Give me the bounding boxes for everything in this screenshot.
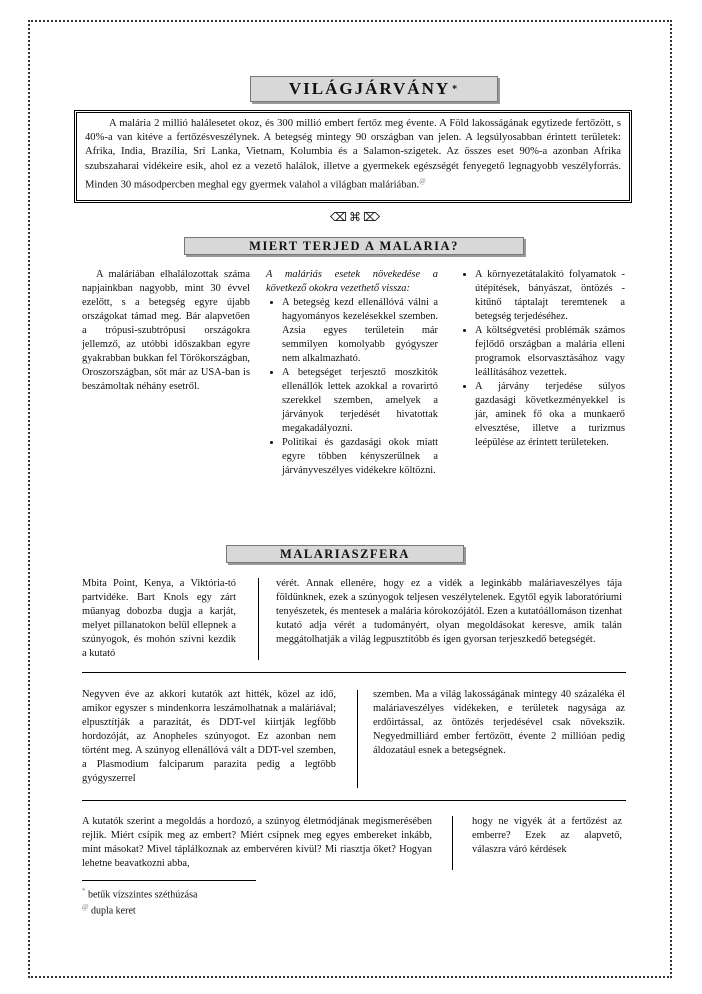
page-title: [250, 76, 498, 102]
block1-right-text: vérét. Annak ellenére, hogy ez a vidék a leginkább maláriaveszélyes tája földünknek, ezek a szúnyogok teljesen veszélytelenek. Egytől egyik laboratóriumi tenyészetek, és mentesek a malária kórokozójától. Ezen a kutatóállomáson tizenhat kutató adja vérét a tudományért, olyan megoldásokat keresve, amik talán meggátolhatják a világ legpusztítóbb és igen gyorsan terjeszkedő betegségét.: [276, 578, 622, 645]
column-divider: [258, 578, 259, 660]
reasons-list-continued: [455, 268, 625, 450]
horizontal-rule: [82, 672, 626, 673]
block3-right-column: [472, 815, 622, 857]
block2-left-text: Negyven éve az akkori kutatók azt hitték, közel az idő, amikor egyszer s mindenkorra leszámolhatnak a maláriával; elpusztítják a parazitát, és DDT-vel kiirtják legfőbb hordozóját, az Anopheles szúnyogot. Ez azonban nem történt meg. A szúnyog ellenállóvá vált a DDT-vel szemben, a Plasmodium falciparum parazita pedig a legtöbb gyógyszerrel: [82, 689, 336, 784]
block1-left-column: [82, 577, 236, 661]
title-text: VILÁGJÁRVÁNY: [288, 79, 451, 98]
block3-left-column: [82, 815, 432, 871]
block2-left-column: [82, 688, 336, 786]
section1-col2-intro: A maláriás esetek növekedése a következő okokra vezethető vissza:: [266, 269, 438, 294]
footnote-2: [82, 900, 136, 918]
title-footnote-mark: *: [452, 83, 460, 95]
block2-right-column: [373, 688, 625, 758]
section-heading-why: MIERT TERJED A MALARIA?: [184, 237, 524, 255]
list-item: • Politikai és gazdasági okok miatt egyre többen kényszerülnek a járványveszélyes vidékekre költözni.: [282, 436, 438, 478]
section1-column-3: [455, 268, 625, 450]
intro-footnote-mark: @: [419, 176, 426, 185]
intro-double-frame: [74, 110, 632, 203]
block3-left-text: A kutatók szerint a megoldás a hordozó, a szúnyog életmódjának megismerésében rejlik. Miért csípik meg az embert? Miért csípnek meg egyes embereket inkább, mint másokat? Mivel táplálkoznak az embervéren kívül? Mi riasztja őket? Hogyan lehetne beavatkozni abba,: [82, 816, 432, 869]
section-heading-malariasphere: MALARIASZFERA: [226, 545, 464, 563]
block1-right-column: [276, 577, 622, 647]
list-item: • A költségvetési problémák számos fejlődő országban a malária elleni programok elsorvasztásához vagy leállításához vezettek.: [475, 324, 625, 380]
horizontal-rule: [82, 800, 626, 801]
list-item: • A járvány terjedése súlyos gazdasági következményekkel is jár, aminek fő oka a munkaerő elvesztése, illetve a turizmus leépülése az érintett területeken.: [475, 380, 625, 450]
footnote-text: betűk vízszintes széthúzása: [88, 889, 198, 901]
list-item: • A betegséget terjesztő moszkitók ellenállók lettek azokkal a rovarirtó szerekkel szemben, amelyek a járványok terjedését hivatottak megakadályozni.: [282, 366, 438, 436]
list-item: • A környezetátalakító folyamatok - útépítések, bányászat, öntözés - kitűnő táptalajt teremtenek a betegség terjedéséhez.: [475, 268, 625, 324]
block3-right-text: hogy ne vigyék át a fertőzést az emberre? Ezek az alapvető, válaszra váró kérdések: [472, 816, 622, 855]
ornament-dingbats: ⌫⌘⌦: [330, 210, 382, 224]
intro-text: A malária 2 millió halálesetet okoz, és 300 millió embert fertőz meg évente. A Föld lakosságának egytizede fertőzött, s 40%-a van kitéve a fertőzésveszélynek. A betegség mintegy 90 országban van jelen. A legsúlyosabban érintett területek: Afrika, India, Brazília, Srí Lanka, Vietnam, Kolumbia és a Salamon-szigetek. Az összes eset 90%-a azonban Afrika szubszaharai vidékeire esik, ahol ez a vezető halálok, illetve a gyermekek egészségét fenyegető legnagyobb veszélyforrás. Minden 30 másodpercben meghal egy gyermek valahol a világban maláriában.: [85, 118, 621, 191]
section1-column-2: [266, 268, 438, 478]
column-divider: [452, 816, 453, 870]
section1-column-1: [82, 268, 250, 394]
footnote-mark: *: [82, 887, 86, 895]
footnote-text: dupla keret: [90, 905, 136, 917]
section1-col1-text: A maláriában elhalálozottak száma napjainkban nagyobb, mint 30 évvel ezelőtt, s a betegség egyre újabb országokat támad meg. Bár alapvetően a trópusi-szubtrópusi országokra jellemző, az utóbbi időszakban egyre gyakrabban bukkan fel Törökországban, Oroszországban, sőt már az USA-ban is beszámoltak néhány esetről.: [82, 269, 250, 392]
block2-right-text: szemben. Ma a világ lakosságának mintegy 40 százaléka él maláriaveszélyes vidékeken, e területek nagysága az erdőirtással, az öntözés terjedésével csak növekszik. Negyedmilliárd ember fertőzött, évente 2 millióan pedig áldozatául esnek a betegségnek.: [373, 689, 625, 756]
list-item: • A betegség kezd ellenállóvá válni a hagyományos kezelésekkel szemben. Azsia egyes területein már semmilyen komolyabb gyógyszer nem alkalmazható.: [282, 296, 438, 366]
footnote-mark: @: [82, 903, 89, 911]
block1-left-text: Mbita Point, Kenya, a Viktória-tó partvidéke. Bart Knols egy zárt műanyag dobozba dugja a karját, melyet pillanatokon belül ellepnek a szúnyogok, és mohón szívni kezdik a kutató: [82, 578, 236, 659]
footnote-separator: [82, 880, 256, 881]
reasons-list: [266, 296, 438, 478]
column-divider: [357, 690, 358, 788]
